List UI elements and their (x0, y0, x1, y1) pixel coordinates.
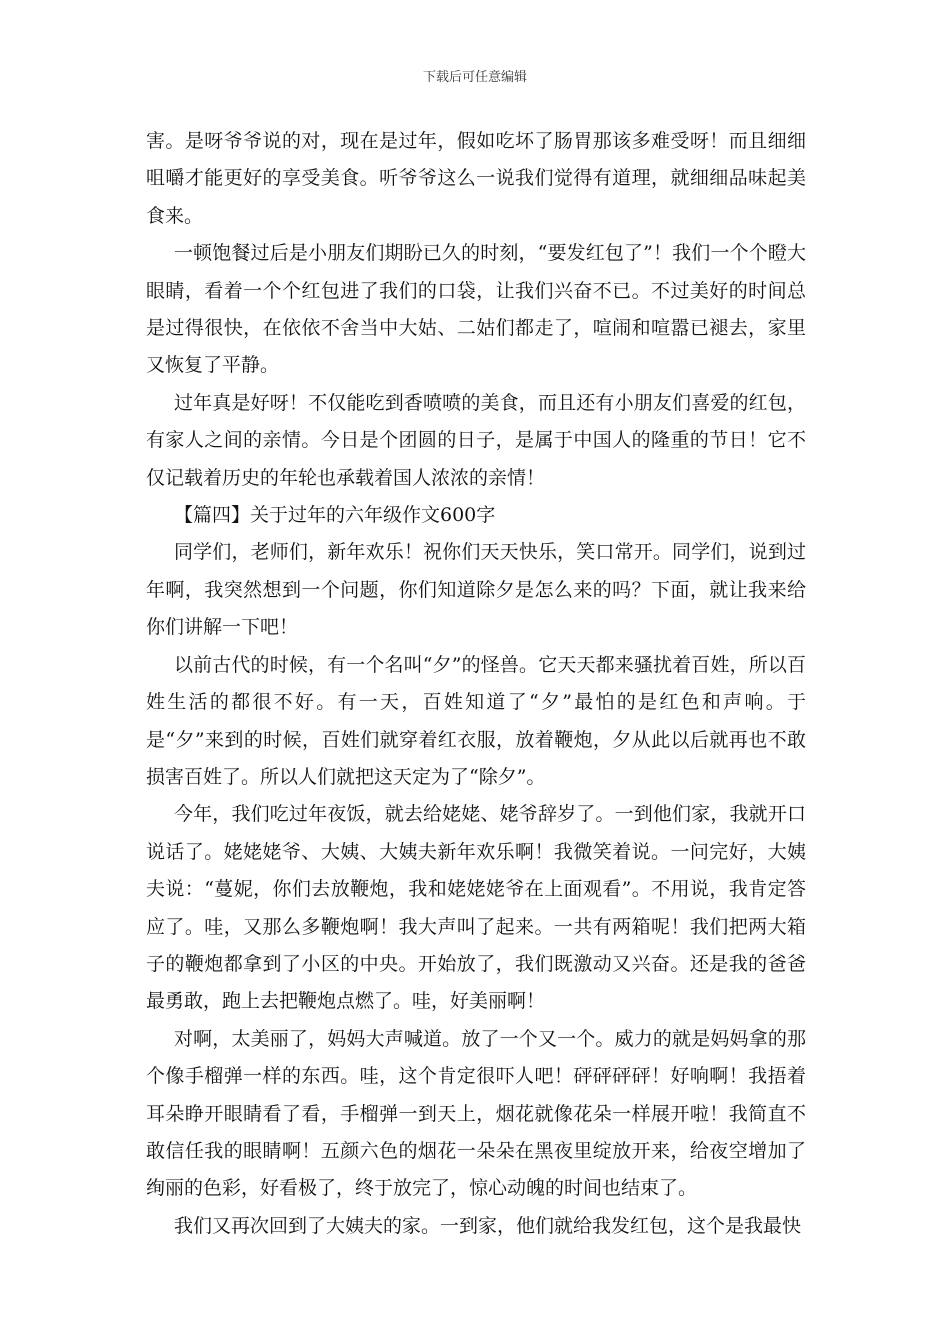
paragraph-8: 我们又再次回到了大姨夫的家。一到家，他们就给我发红包，这个是我最快 (174, 1214, 802, 1237)
section-heading: 【篇四】关于过年的六年级作文600字 (174, 504, 496, 527)
page-header: 下载后可任意编辑 (422, 70, 527, 85)
paragraph-3: 过年真是好呀！不仅能吃到香喷喷的美食，而且还有小朋友们喜爱的红包，有家人之间的亲情。今日是个团圆的日子，是属于中国人的隆重的节日！它不仅记载着历史的年轮也承载着国人浓浓的亲情！ (146, 391, 806, 489)
document-body (146, 123, 806, 1245)
paragraph-7: 对啊，太美丽了，妈妈大声喊道。放了一个又一个。威力的就是妈妈拿的那个像手榴弹一样的东西。哇，这个肯定很吓人吧！砰砰砰砰！好响啊！我捂着耳朵睁开眼睛看了看，手榴弹一到天上，烟花就像花朵一样展开啦！我简直不敢信任我的眼睛啊！五颜六色的烟花一朵朵在黑夜里绽放开来，给夜空增加了绚丽的色彩，好看极了，终于放完了，惊心动魄的时间也结束了。 (146, 1027, 806, 1200)
paragraph-1: 害。是呀爷爷说的对，现在是过年，假如吃坏了肠胃那该多难受呀！而且细细咀嚼才能更好的享受美食。听爷爷这么一说我们觉得有道理，就细细品味起美食来。 (146, 130, 806, 227)
paragraph-2: 一顿饱餐过后是小朋友们期盼已久的时刻，“要发红包了”！我们一个个瞪大眼睛，看着一个个红包进了我们的口袋，让我们兴奋不已。不过美好的时间总是过得很快，在依依不舍当中大姑、二姑们都走了，喧闹和喧嚣已褪去，家里又恢复了平静。 (146, 242, 806, 377)
paragraph-4: 同学们，老师们，新年欢乐！祝你们天天快乐，笑口常开。同学们，说到过年啊，我突然想到一个问题，你们知道除夕是怎么来的吗？下面，就让我来给你们讲解一下吧！ (146, 541, 806, 639)
paragraph-6: 今年，我们吃过年夜饭，就去给姥姥、姥爷辞岁了。一到他们家，我就开口说话了。姥姥姥爷、大姨、大姨夫新年欢乐啊！我微笑着说。一问完好，大姨夫说：“蔓妮，你们去放鞭炮，我和姥姥姥爷在上面观看”。不用说，我肯定答应了。哇，又那么多鞭炮啊！我大声叫了起来。一共有两箱呢！我们把两大箱子的鞭炮都拿到了小区的中央。开始放了，我们既激动又兴奋。还是我的爸爸最勇敢，跑上去把鞭炮点燃了。哇，好美丽啊！ (146, 803, 806, 1013)
paragraph-5: 以前古代的时候，有一个名叫“夕”的怪兽。它天天都来骚扰着百姓，所以百姓生活的都很不好。有一天，百姓知道了“夕”最怕的是红色和声响。于是“夕”来到的时候，百姓们就穿着红衣服，放着鞭炮，夕从此以后就再也不敢损害百姓了。所以人们就把这天定为了“除夕”。 (146, 653, 806, 788)
